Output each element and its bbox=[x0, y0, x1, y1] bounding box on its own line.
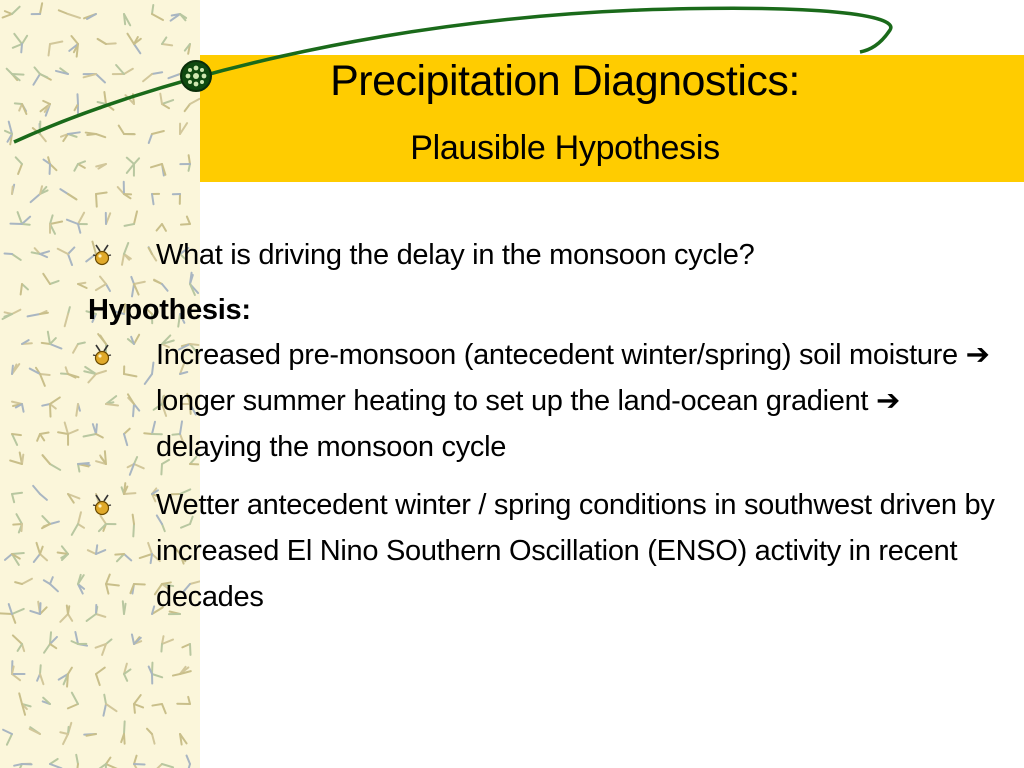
slide-subtitle: Plausible Hypothesis bbox=[410, 129, 720, 167]
hypothesis-heading: Hypothesis: bbox=[88, 294, 251, 326]
bug-bullet-icon bbox=[90, 341, 114, 369]
hypothesis-2-text: Wetter antecedent winter / spring conditions in southwest driven by increased El Nino Southern Oscillation (ENSO) activity in recent decades bbox=[156, 489, 995, 613]
slide-content bbox=[88, 232, 998, 620]
bug-bullet-icon bbox=[90, 241, 114, 269]
slide-title: Precipitation Diagnostics: bbox=[330, 57, 800, 105]
bug-bullet-icon bbox=[90, 491, 114, 519]
bullet-hypothesis-1 bbox=[88, 332, 998, 470]
hypothesis-1-text: Increased pre-monsoon (antecedent winter/spring) soil moisture ➔ longer summer heating to set up the land-ocean gradient ➔ delaying the monsoon cycle bbox=[156, 339, 990, 463]
bullet-question bbox=[88, 232, 998, 278]
question-text: What is driving the delay in the monsoon cycle? bbox=[156, 239, 755, 271]
bullet-hypothesis-2 bbox=[88, 482, 998, 620]
